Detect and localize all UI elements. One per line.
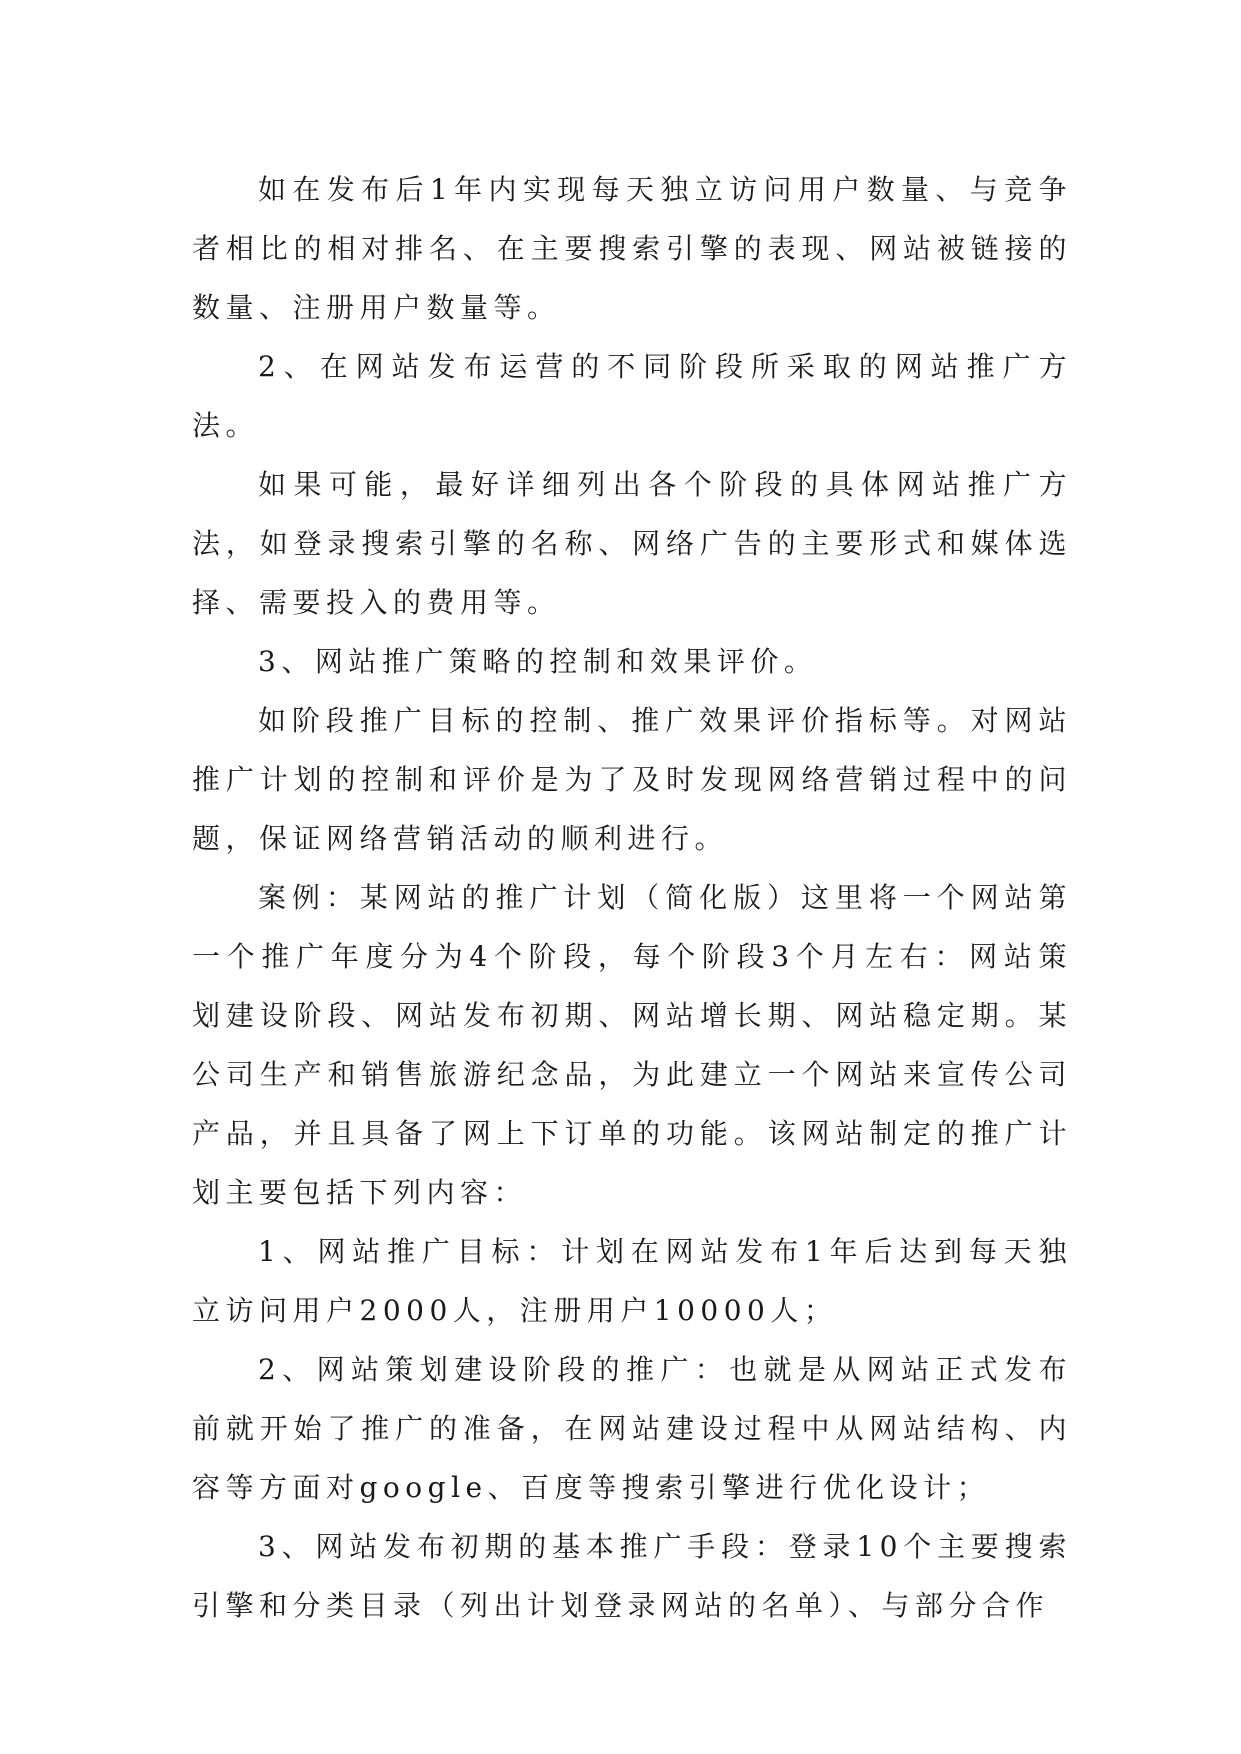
paragraph-control-detail: 如阶段推广目标的控制、推广效果评价指标等。对网站推广计划的控制和评价是为了及时发现网络营销过程中的问题，保证网络营销活动的顺利进行。 [192,704,1072,855]
paragraph-case-goal: 1、网站推广目标：计划在网站发布1年后达到每天独立访问用户2000人，注册用户10000人； [192,1235,1072,1327]
document-body [192,160,1072,1635]
paragraph-case-launch-stage: 3、网站发布初期的基本推广手段：登录10个主要搜索引擎和分类目录（列出计划登录网站的名单）、与部分合作 [192,1530,1072,1622]
paragraph-stage-methods-heading: 2、在网站发布运营的不同阶段所采取的网站推广方法。 [192,350,1072,442]
paragraph-goal-examples: 如在发布后1年内实现每天独立访问用户数量、与竞争者相比的相对排名、在主要搜索引擎的表现、网站被链接的数量、注册用户数量等。 [192,173,1072,324]
paragraph-stage-methods-detail: 如果可能，最好详细列出各个阶段的具体网站推广方法，如登录搜索引擎的名称、网络广告的主要形式和媒体选择、需要投入的费用等。 [192,468,1072,619]
paragraph-case-intro: 案例：某网站的推广计划（简化版）这里将一个网站第一个推广年度分为4个阶段，每个阶段3个月左右：网站策划建设阶段、网站发布初期、网站增长期、网站稳定期。某公司生产和销售旅游纪念品，为此建立一个网站来宣传公司产品，并且具备了网上下订单的功能。该网站制定的推广计划主要包括下列内容： [192,881,1072,1209]
paragraph-control-heading: 3、网站推广策略的控制和效果评价。 [258,645,818,678]
paragraph-case-planning-stage: 2、网站策划建设阶段的推广：也就是从网站正式发布前就开始了推广的准备，在网站建设过程中从网站结构、内容等方面对google、百度等搜索引擎进行优化设计； [192,1353,1072,1504]
